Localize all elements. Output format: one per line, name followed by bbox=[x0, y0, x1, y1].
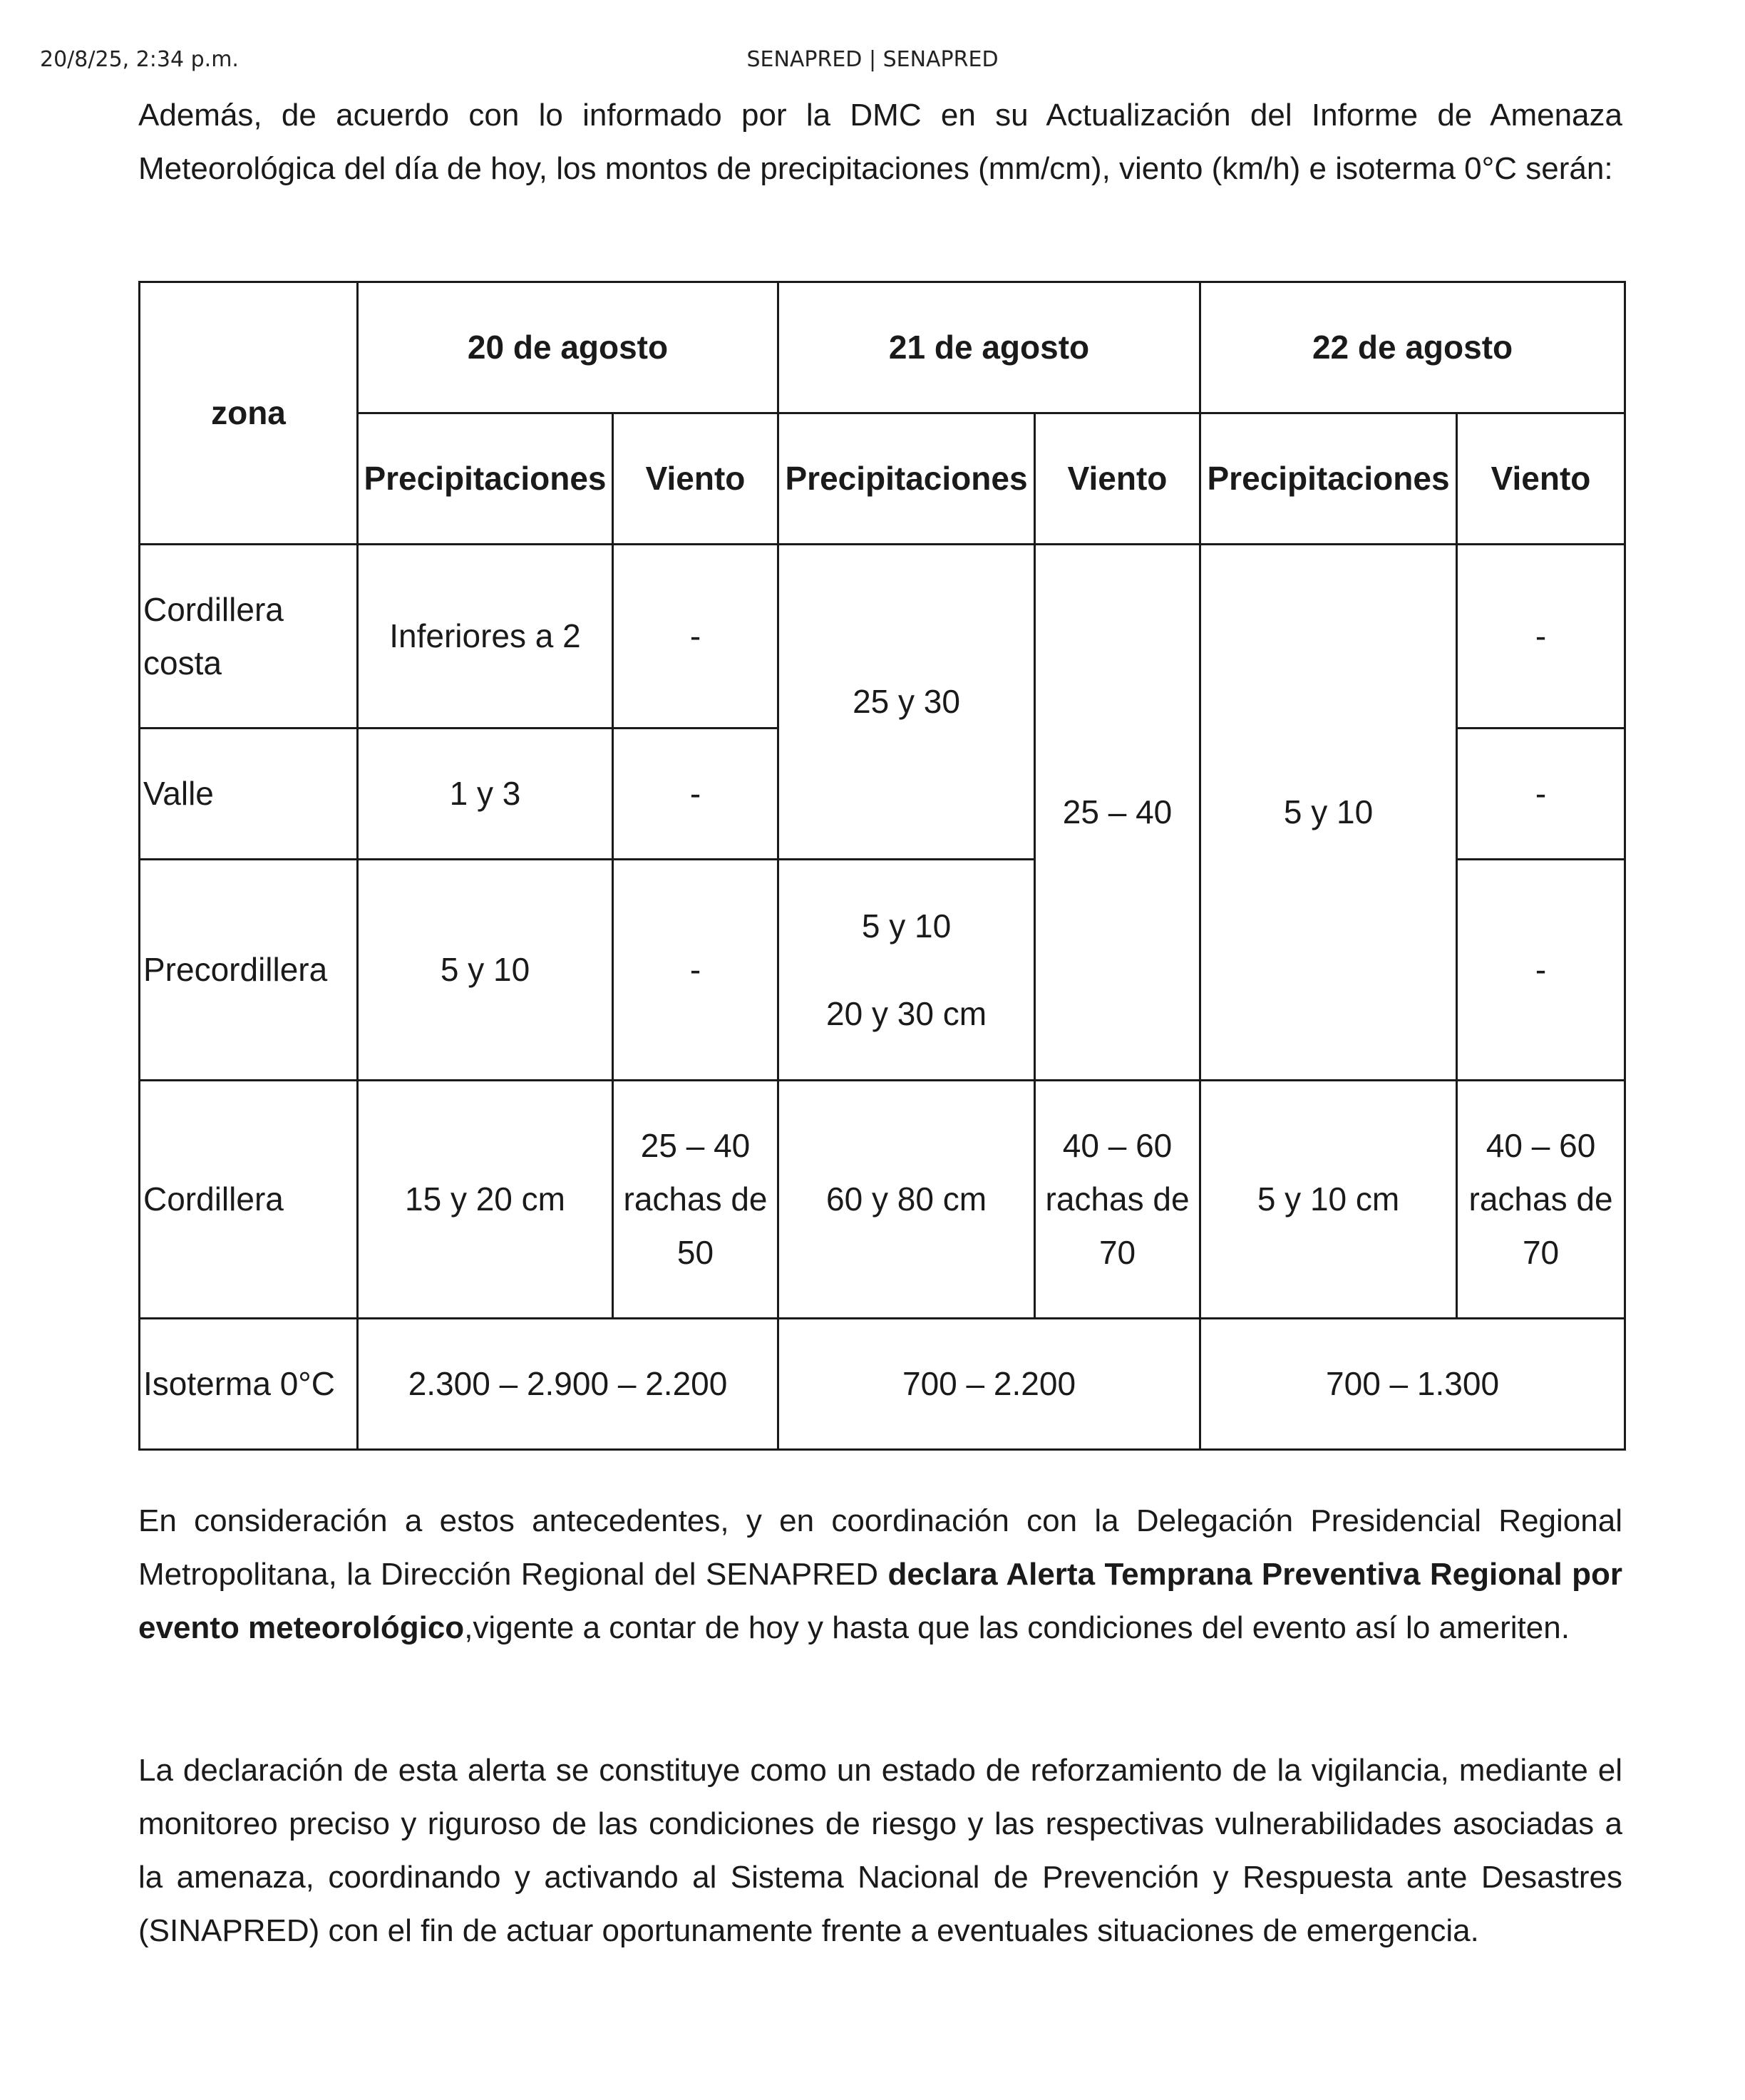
date-header-20: 20 de agosto bbox=[358, 282, 778, 413]
value-line: 50 bbox=[676, 1234, 714, 1271]
value-cell: 700 – 1.300 bbox=[1200, 1319, 1625, 1450]
alert-text-bold: declara Alerta Temprana Preventiva Regional por evento meteorológico bbox=[138, 1557, 1622, 1645]
zone-line: Cordillera bbox=[143, 590, 284, 628]
alert-text-part2: ,vigente a contar de hoy y hasta que las condiciones del evento así lo ameriten. bbox=[464, 1610, 1570, 1645]
value-cell bbox=[778, 860, 1035, 1081]
precip-header: Precipitaciones bbox=[358, 413, 613, 545]
precip-header: Precipitaciones bbox=[1200, 413, 1457, 545]
value-cell: - bbox=[613, 860, 778, 1081]
value-cell: - bbox=[1457, 545, 1625, 729]
value-line: 20 y 30 cm bbox=[826, 994, 987, 1032]
value-cell: - bbox=[1457, 729, 1625, 860]
zone-cell bbox=[140, 545, 358, 729]
wind-header: Viento bbox=[1457, 413, 1625, 545]
table-row bbox=[140, 1081, 1625, 1319]
header-row-variables bbox=[140, 413, 1625, 545]
declaration-paragraph: La declaración de esta alerta se constituye como un estado de reforzamiento de la vigilancia, mediante el monitoreo preciso y riguroso de las condiciones de riesgo y las respectivas vulnerabilidades asociadas a la amenaza, coordinando y activando al Sistema Nacional de Prevención y Respuesta ante Desastres (SINAPRED) con el fin de actuar oportunamente frente a eventuales situaciones de emergencia. bbox=[138, 1753, 1622, 1948]
value-cell bbox=[1035, 1081, 1200, 1319]
value-line: rachas de bbox=[1045, 1180, 1190, 1218]
value-cell bbox=[613, 1081, 778, 1319]
value-line: 40 – 60 bbox=[1486, 1127, 1596, 1164]
value-cell: 5 y 10 bbox=[358, 860, 613, 1081]
value-line: 70 bbox=[1522, 1234, 1560, 1271]
intro-paragraph: Además, de acuerdo con lo informado por la DMC en su Actualización del Informe de Amenaza Meteorológica del día de hoy, los montos de precipitaciones (mm/cm), viento (km/h) e isoterma 0°C serán: bbox=[138, 98, 1622, 186]
value-cell: 15 y 20 cm bbox=[358, 1081, 613, 1319]
table-row bbox=[140, 545, 1625, 729]
value-line: 70 bbox=[1098, 1234, 1136, 1271]
value-cell: - bbox=[1457, 860, 1625, 1081]
zone-cell: Precordillera bbox=[140, 860, 358, 1081]
zone-header: zona bbox=[140, 282, 358, 545]
value-cell: - bbox=[613, 729, 778, 860]
zone-cell: Valle bbox=[140, 729, 358, 860]
zone-cell: Isoterma 0°C bbox=[140, 1319, 358, 1450]
alert-paragraph-block bbox=[138, 1494, 1622, 1654]
value-line: rachas de bbox=[623, 1180, 768, 1218]
value-line: 40 – 60 bbox=[1062, 1127, 1173, 1164]
value-cell: - bbox=[613, 545, 778, 729]
precip-header: Precipitaciones bbox=[778, 413, 1035, 545]
intro-block bbox=[138, 88, 1622, 195]
value-cell: 700 – 2.200 bbox=[778, 1319, 1200, 1450]
wind-header: Viento bbox=[1035, 413, 1200, 545]
header-row-dates bbox=[140, 282, 1625, 413]
value-cell: 2.300 – 2.900 – 2.200 bbox=[358, 1319, 778, 1450]
value-cell: 60 y 80 cm bbox=[778, 1081, 1035, 1319]
zone-cell: Cordillera bbox=[140, 1081, 358, 1319]
print-header bbox=[0, 47, 1745, 76]
value-cell: 1 y 3 bbox=[358, 729, 613, 860]
print-date: 20/8/25, 2:34 p.m. bbox=[40, 47, 239, 72]
date-header-21: 21 de agosto bbox=[778, 282, 1200, 413]
alert-text-part1: En consideración a estos antecedentes, y en coordinación con la Delegación Presidencial Regional Metropolitana, la Dirección Regional del SENAPRED bbox=[138, 1503, 1622, 1592]
date-header-22: 22 de agosto bbox=[1200, 282, 1625, 413]
value-line: 25 – 40 bbox=[640, 1127, 751, 1164]
merged-value-cell: 5 y 10 bbox=[1200, 545, 1457, 1081]
merged-value-cell: 25 – 40 bbox=[1035, 545, 1200, 1081]
alert-paragraph bbox=[138, 1494, 1622, 1654]
table-row bbox=[140, 1319, 1625, 1450]
value-cell: 5 y 10 cm bbox=[1200, 1081, 1457, 1319]
print-title: SENAPRED | SENAPRED bbox=[746, 47, 999, 72]
value-cell: Inferiores a 2 bbox=[358, 545, 613, 729]
value-cell bbox=[1457, 1081, 1625, 1319]
declaration-paragraph-block bbox=[138, 1744, 1622, 1957]
value-line: 5 y 10 bbox=[861, 907, 952, 945]
zone-line: costa bbox=[143, 644, 222, 681]
line-gap bbox=[779, 953, 1034, 987]
merged-value-cell: 25 y 30 bbox=[778, 545, 1035, 860]
forecast-table bbox=[138, 281, 1626, 1451]
value-line: rachas de bbox=[1468, 1180, 1613, 1218]
wind-header: Viento bbox=[613, 413, 778, 545]
